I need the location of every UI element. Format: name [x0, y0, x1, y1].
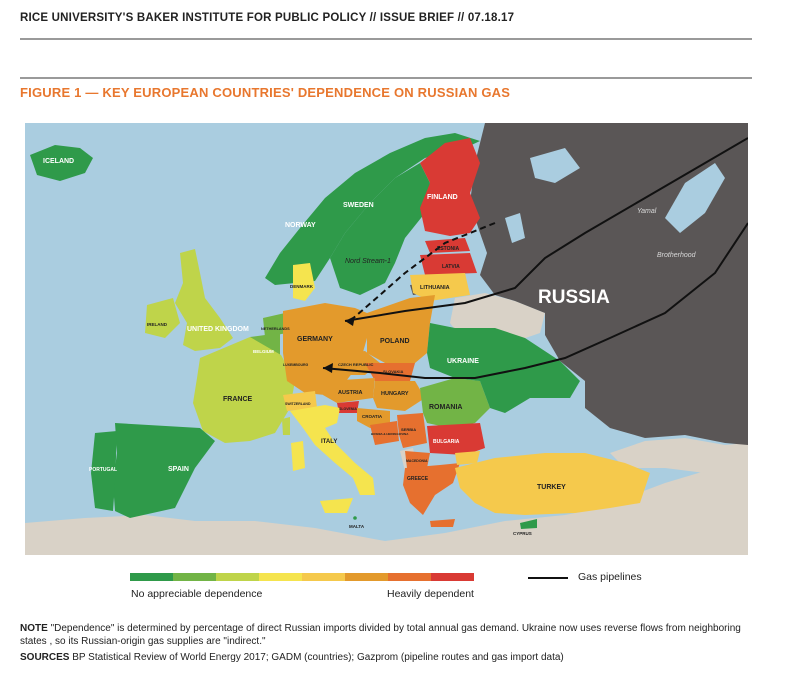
label-hungary: HUNGARY [381, 391, 409, 397]
label-malta: MALTA [349, 524, 365, 529]
map-svg [25, 123, 748, 555]
legend-swatch-8 [431, 573, 474, 581]
label-serbia: SERBIA [401, 427, 417, 432]
malta-area [353, 516, 357, 520]
legend-swatch-5 [302, 573, 345, 581]
legend-swatch-1 [130, 573, 173, 581]
europe-dependence-map [25, 123, 748, 555]
dependence-color-scale [130, 573, 474, 581]
sardinia-area [291, 441, 305, 471]
header-divider [20, 38, 752, 40]
figure-sources [20, 651, 755, 664]
legend-swatch-3 [216, 573, 259, 581]
label-latvia: LATVIA [442, 264, 460, 270]
label-norway: NORWAY [285, 222, 316, 229]
sources-text: BP Statistical Review of World Energy 2017; GADM (countries); Gazprom (pipeline routes and gas import data) [72, 652, 564, 663]
label-italy: ITALY [321, 439, 338, 445]
label-netherlands: NETHERLANDS [261, 327, 290, 331]
label-lithuania: LITHUANIA [420, 285, 450, 291]
label-romania: ROMANIA [429, 404, 463, 411]
legend-swatch-2 [173, 573, 216, 581]
label-czech: CZECH REPUBLIC [338, 362, 374, 367]
label-finland: FINLAND [427, 194, 458, 201]
label-slovenia: SLOVENIA [339, 407, 357, 411]
note-text: "Dependence" is determined by percentage of direct Russian imports divided by total annual gas demand. Ukraine now uses reverse flows from neighboring states , so its Russian-origin gas supplies are "indirect." [20, 623, 741, 647]
label-denmark: DENMARK [290, 284, 313, 289]
label-estonia: ESTONIA [437, 246, 460, 252]
title-divider [20, 77, 752, 79]
label-austria: AUSTRIA [338, 390, 363, 396]
label-ireland: IRELAND [147, 322, 167, 327]
label-iceland: ICELAND [43, 158, 75, 165]
label-greece: GREECE [407, 476, 429, 482]
label-russia: RUSSIA [538, 287, 610, 308]
figure-title: FIGURE 1 — KEY EUROPEAN COUNTRIES' DEPENDENCE ON RUSSIAN GAS [20, 85, 511, 100]
legend-swatch-6 [345, 573, 388, 581]
legend-high-label: Heavily dependent [387, 588, 474, 600]
label-bosnia: BOSNIA & HERZEGOVINA [371, 432, 409, 436]
label-turkey: TURKEY [537, 484, 566, 491]
label-slovakia: SLOVAKIA [383, 369, 404, 374]
legend-pipeline-line [528, 577, 568, 579]
note-label: NOTE [20, 623, 48, 634]
label-uk: UNITED KINGDOM [187, 326, 249, 333]
turkey-thrace-area [455, 451, 480, 465]
label-sweden: SWEDEN [343, 202, 374, 209]
label-croatia: CROATIA [362, 414, 383, 419]
label-bulgaria: BULGARIA [433, 439, 460, 445]
label-brotherhood: Brotherhood [657, 252, 696, 259]
label-portugal: PORTUGAL [89, 467, 118, 473]
label-cyprus: CYPRUS [513, 531, 532, 536]
sources-label: SOURCES [20, 652, 70, 663]
label-spain: SPAIN [168, 466, 189, 473]
legend-low-label: No appreciable dependence [131, 588, 263, 600]
legend-pipeline-label: Gas pipelines [578, 571, 642, 583]
label-france: FRANCE [223, 396, 253, 403]
figure-note [20, 622, 755, 648]
label-yamal: Yamal [637, 208, 657, 215]
label-switzerland: SWITZERLAND [285, 402, 311, 406]
label-ukraine: UKRAINE [447, 358, 479, 365]
legend-swatch-7 [388, 573, 431, 581]
legend-swatch-4 [259, 573, 302, 581]
label-macedonia: MACEDONIA [406, 459, 428, 463]
label-germany: GERMANY [297, 336, 333, 343]
corsica-area [282, 417, 290, 435]
label-belgium: BELGIUM [253, 349, 274, 354]
label-nordstream: Nord Stream-1 [345, 258, 391, 265]
label-poland: POLAND [380, 338, 410, 345]
label-luxembourg: LUXEMBOURG [283, 363, 309, 367]
publication-header: RICE UNIVERSITY'S BAKER INSTITUTE FOR PUBLIC POLICY // ISSUE BRIEF // 07.18.17 [20, 12, 515, 24]
